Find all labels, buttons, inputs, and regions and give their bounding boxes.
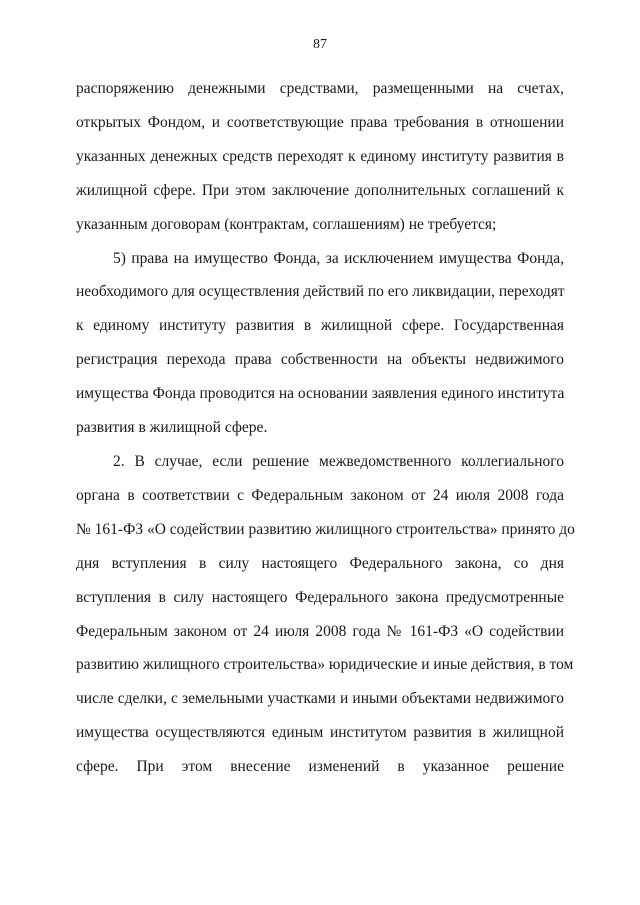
text-line: регистрация перехода права собственности на объекты недвижимого bbox=[76, 351, 564, 369]
text-line: сфере. При этом внесение изменений в указанное решение bbox=[76, 758, 564, 776]
text-line: имущества Фонда проводится на основании заявления единого института bbox=[76, 385, 565, 403]
document-body bbox=[76, 72, 575, 784]
text-line: развитию жилищного строительства» юридические и иные действия, в том bbox=[76, 656, 574, 674]
paragraph-section-2 bbox=[76, 445, 575, 784]
text-line: Федеральным законом от 24 июля 2008 года № 161-ФЗ «О содействии bbox=[76, 622, 564, 640]
text-line: жилищной сфере. При этом заключение дополнительных соглашений к bbox=[76, 181, 564, 199]
text-line: дня вступления в силу настоящего Федерального закона, со дня bbox=[76, 554, 564, 572]
text-line: органа в соответствии с Федеральным законом от 24 июля 2008 года bbox=[76, 486, 564, 504]
text-line: необходимого для осуществления действий по его ликвидации, переходят bbox=[76, 283, 565, 301]
paragraph-item-5 bbox=[76, 242, 564, 445]
text-line: указанным договорам (контрактам, соглашениям) не требуется; bbox=[76, 215, 497, 233]
text-line: к единому институту развития в жилищной сфере. Государственная bbox=[76, 317, 564, 335]
text-line: № 161-ФЗ «О содействии развитию жилищного строительства» принято до bbox=[76, 520, 575, 538]
text-line: распоряжению денежными средствами, размещенными на счетах, bbox=[76, 80, 564, 97]
text-line: указанных денежных средств переходят к единому институту развития в bbox=[76, 147, 564, 165]
text-line: имущества осуществляются единым институтом развития в жилищной bbox=[76, 724, 564, 742]
text-line: открытых Фондом, и соответствующие права требования в отношении bbox=[76, 113, 564, 131]
text-line: 2. В случае, если решение межведомственного коллегиального bbox=[113, 452, 564, 470]
text-line: 5) права на имущество Фонда, за исключением имущества Фонда, bbox=[113, 249, 564, 267]
text-line: числе сделки, с земельными участками и иными объектами недвижимого bbox=[76, 690, 564, 708]
page-number: 87 bbox=[313, 37, 327, 52]
text-line: развития в жилищной сфере. bbox=[76, 419, 268, 437]
paragraph-continuation bbox=[76, 72, 564, 242]
text-line: вступления в силу настоящего Федерального закона предусмотренные bbox=[76, 588, 564, 606]
